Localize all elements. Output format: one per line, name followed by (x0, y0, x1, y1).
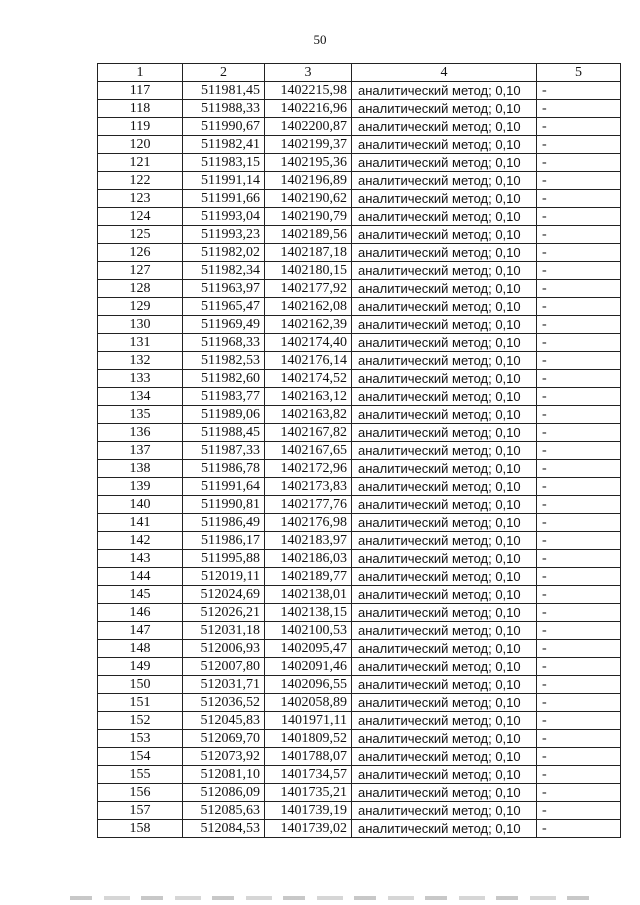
table-row (98, 172, 621, 190)
table-row (98, 316, 621, 334)
point-number-cell: 121 (98, 154, 183, 172)
note-cell: - (537, 424, 621, 442)
point-number-cell: 130 (98, 316, 183, 334)
note-cell: - (537, 100, 621, 118)
x-coordinate-cell: 512085,63 (183, 802, 265, 820)
table-row (98, 154, 621, 172)
note-cell: - (537, 586, 621, 604)
note-cell: - (537, 118, 621, 136)
y-coordinate-cell: 1402096,55 (265, 676, 352, 694)
y-coordinate-cell: 1402172,96 (265, 460, 352, 478)
y-coordinate-cell: 1402091,46 (265, 658, 352, 676)
method-accuracy-cell: аналитический метод; 0,10 (352, 82, 537, 100)
table-row (98, 640, 621, 658)
note-cell: - (537, 676, 621, 694)
note-cell: - (537, 604, 621, 622)
table-row (98, 442, 621, 460)
table-row (98, 262, 621, 280)
y-coordinate-cell: 1402189,56 (265, 226, 352, 244)
header-col-4: 4 (352, 64, 537, 82)
note-cell: - (537, 640, 621, 658)
note-cell: - (537, 820, 621, 838)
x-coordinate-cell: 512045,83 (183, 712, 265, 730)
y-coordinate-cell: 1402174,40 (265, 334, 352, 352)
method-accuracy-cell: аналитический метод; 0,10 (352, 676, 537, 694)
table-row (98, 622, 621, 640)
table-row (98, 406, 621, 424)
scan-artifact (70, 896, 590, 900)
point-number-cell: 120 (98, 136, 183, 154)
note-cell: - (537, 802, 621, 820)
y-coordinate-cell: 1402138,01 (265, 586, 352, 604)
point-number-cell: 151 (98, 694, 183, 712)
note-cell: - (537, 82, 621, 100)
table-row (98, 802, 621, 820)
note-cell: - (537, 694, 621, 712)
note-cell: - (537, 460, 621, 478)
method-accuracy-cell: аналитический метод; 0,10 (352, 154, 537, 172)
method-accuracy-cell: аналитический метод; 0,10 (352, 118, 537, 136)
x-coordinate-cell: 512073,92 (183, 748, 265, 766)
coordinates-table (97, 63, 621, 838)
method-accuracy-cell: аналитический метод; 0,10 (352, 226, 537, 244)
point-number-cell: 152 (98, 712, 183, 730)
y-coordinate-cell: 1402174,52 (265, 370, 352, 388)
y-coordinate-cell: 1402180,15 (265, 262, 352, 280)
method-accuracy-cell: аналитический метод; 0,10 (352, 766, 537, 784)
note-cell: - (537, 712, 621, 730)
point-number-cell: 153 (98, 730, 183, 748)
x-coordinate-cell: 512007,80 (183, 658, 265, 676)
point-number-cell: 135 (98, 406, 183, 424)
y-coordinate-cell: 1402058,89 (265, 694, 352, 712)
y-coordinate-cell: 1402163,12 (265, 388, 352, 406)
y-coordinate-cell: 1402167,65 (265, 442, 352, 460)
point-number-cell: 128 (98, 280, 183, 298)
y-coordinate-cell: 1402138,15 (265, 604, 352, 622)
point-number-cell: 132 (98, 352, 183, 370)
table-row (98, 568, 621, 586)
table-row (98, 280, 621, 298)
x-coordinate-cell: 511989,06 (183, 406, 265, 424)
x-coordinate-cell: 511986,49 (183, 514, 265, 532)
method-accuracy-cell: аналитический метод; 0,10 (352, 550, 537, 568)
method-accuracy-cell: аналитический метод; 0,10 (352, 730, 537, 748)
method-accuracy-cell: аналитический метод; 0,10 (352, 784, 537, 802)
method-accuracy-cell: аналитический метод; 0,10 (352, 370, 537, 388)
x-coordinate-cell: 511983,77 (183, 388, 265, 406)
y-coordinate-cell: 1402177,92 (265, 280, 352, 298)
y-coordinate-cell: 1402190,79 (265, 208, 352, 226)
table-row (98, 730, 621, 748)
x-coordinate-cell: 511990,67 (183, 118, 265, 136)
x-coordinate-cell: 512084,53 (183, 820, 265, 838)
point-number-cell: 143 (98, 550, 183, 568)
table-row (98, 586, 621, 604)
note-cell: - (537, 352, 621, 370)
x-coordinate-cell: 511988,33 (183, 100, 265, 118)
x-coordinate-cell: 511982,41 (183, 136, 265, 154)
x-coordinate-cell: 511983,15 (183, 154, 265, 172)
method-accuracy-cell: аналитический метод; 0,10 (352, 460, 537, 478)
y-coordinate-cell: 1402100,53 (265, 622, 352, 640)
y-coordinate-cell: 1402163,82 (265, 406, 352, 424)
table-row (98, 514, 621, 532)
note-cell: - (537, 730, 621, 748)
point-number-cell: 150 (98, 676, 183, 694)
method-accuracy-cell: аналитический метод; 0,10 (352, 244, 537, 262)
x-coordinate-cell: 511981,45 (183, 82, 265, 100)
x-coordinate-cell: 512031,71 (183, 676, 265, 694)
method-accuracy-cell: аналитический метод; 0,10 (352, 748, 537, 766)
y-coordinate-cell: 1402162,39 (265, 316, 352, 334)
table-row (98, 784, 621, 802)
y-coordinate-cell: 1402196,89 (265, 172, 352, 190)
table-row (98, 748, 621, 766)
method-accuracy-cell: аналитический метод; 0,10 (352, 262, 537, 280)
table-row (98, 550, 621, 568)
note-cell: - (537, 568, 621, 586)
y-coordinate-cell: 1402195,36 (265, 154, 352, 172)
y-coordinate-cell: 1402183,97 (265, 532, 352, 550)
x-coordinate-cell: 511965,47 (183, 298, 265, 316)
note-cell: - (537, 136, 621, 154)
table-row (98, 424, 621, 442)
note-cell: - (537, 190, 621, 208)
table-row (98, 370, 621, 388)
y-coordinate-cell: 1402167,82 (265, 424, 352, 442)
header-col-2: 2 (183, 64, 265, 82)
y-coordinate-cell: 1402095,47 (265, 640, 352, 658)
method-accuracy-cell: аналитический метод; 0,10 (352, 640, 537, 658)
y-coordinate-cell: 1402177,76 (265, 496, 352, 514)
table-row (98, 676, 621, 694)
x-coordinate-cell: 511963,97 (183, 280, 265, 298)
point-number-cell: 149 (98, 658, 183, 676)
note-cell: - (537, 226, 621, 244)
method-accuracy-cell: аналитический метод; 0,10 (352, 334, 537, 352)
point-number-cell: 133 (98, 370, 183, 388)
method-accuracy-cell: аналитический метод; 0,10 (352, 496, 537, 514)
table-row (98, 118, 621, 136)
table-header-row (98, 64, 621, 82)
x-coordinate-cell: 511987,33 (183, 442, 265, 460)
note-cell: - (537, 784, 621, 802)
table-row (98, 712, 621, 730)
table-row (98, 100, 621, 118)
method-accuracy-cell: аналитический метод; 0,10 (352, 586, 537, 604)
note-cell: - (537, 172, 621, 190)
table-row (98, 298, 621, 316)
method-accuracy-cell: аналитический метод; 0,10 (352, 280, 537, 298)
method-accuracy-cell: аналитический метод; 0,10 (352, 208, 537, 226)
note-cell: - (537, 208, 621, 226)
y-coordinate-cell: 1402200,87 (265, 118, 352, 136)
x-coordinate-cell: 512024,69 (183, 586, 265, 604)
point-number-cell: 144 (98, 568, 183, 586)
y-coordinate-cell: 1402215,98 (265, 82, 352, 100)
note-cell: - (537, 280, 621, 298)
note-cell: - (537, 514, 621, 532)
x-coordinate-cell: 512081,10 (183, 766, 265, 784)
x-coordinate-cell: 511995,88 (183, 550, 265, 568)
table-row (98, 352, 621, 370)
y-coordinate-cell: 1402176,98 (265, 514, 352, 532)
method-accuracy-cell: аналитический метод; 0,10 (352, 658, 537, 676)
y-coordinate-cell: 1401788,07 (265, 748, 352, 766)
note-cell: - (537, 406, 621, 424)
y-coordinate-cell: 1402199,37 (265, 136, 352, 154)
y-coordinate-cell: 1402176,14 (265, 352, 352, 370)
y-coordinate-cell: 1401809,52 (265, 730, 352, 748)
x-coordinate-cell: 512031,18 (183, 622, 265, 640)
point-number-cell: 146 (98, 604, 183, 622)
method-accuracy-cell: аналитический метод; 0,10 (352, 712, 537, 730)
method-accuracy-cell: аналитический метод; 0,10 (352, 190, 537, 208)
table-row (98, 244, 621, 262)
x-coordinate-cell: 512036,52 (183, 694, 265, 712)
point-number-cell: 141 (98, 514, 183, 532)
note-cell: - (537, 658, 621, 676)
x-coordinate-cell: 511991,14 (183, 172, 265, 190)
y-coordinate-cell: 1401739,19 (265, 802, 352, 820)
table-row (98, 460, 621, 478)
point-number-cell: 147 (98, 622, 183, 640)
table-row (98, 478, 621, 496)
table-row (98, 226, 621, 244)
note-cell: - (537, 442, 621, 460)
note-cell: - (537, 334, 621, 352)
note-cell: - (537, 388, 621, 406)
x-coordinate-cell: 511990,81 (183, 496, 265, 514)
method-accuracy-cell: аналитический метод; 0,10 (352, 172, 537, 190)
point-number-cell: 148 (98, 640, 183, 658)
table-row (98, 532, 621, 550)
point-number-cell: 139 (98, 478, 183, 496)
table-row (98, 388, 621, 406)
method-accuracy-cell: аналитический метод; 0,10 (352, 532, 537, 550)
note-cell: - (537, 154, 621, 172)
point-number-cell: 126 (98, 244, 183, 262)
point-number-cell: 157 (98, 802, 183, 820)
x-coordinate-cell: 511982,34 (183, 262, 265, 280)
table-row (98, 766, 621, 784)
y-coordinate-cell: 1402186,03 (265, 550, 352, 568)
y-coordinate-cell: 1402190,62 (265, 190, 352, 208)
method-accuracy-cell: аналитический метод; 0,10 (352, 136, 537, 154)
note-cell: - (537, 370, 621, 388)
method-accuracy-cell: аналитический метод; 0,10 (352, 298, 537, 316)
point-number-cell: 123 (98, 190, 183, 208)
point-number-cell: 154 (98, 748, 183, 766)
point-number-cell: 137 (98, 442, 183, 460)
header-col-5: 5 (537, 64, 621, 82)
point-number-cell: 134 (98, 388, 183, 406)
x-coordinate-cell: 511982,53 (183, 352, 265, 370)
note-cell: - (537, 262, 621, 280)
y-coordinate-cell: 1402162,08 (265, 298, 352, 316)
note-cell: - (537, 478, 621, 496)
header-col-1: 1 (98, 64, 183, 82)
x-coordinate-cell: 511969,49 (183, 316, 265, 334)
point-number-cell: 131 (98, 334, 183, 352)
method-accuracy-cell: аналитический метод; 0,10 (352, 442, 537, 460)
y-coordinate-cell: 1401739,02 (265, 820, 352, 838)
x-coordinate-cell: 512086,09 (183, 784, 265, 802)
page-number: 50 (313, 32, 327, 47)
method-accuracy-cell: аналитический метод; 0,10 (352, 100, 537, 118)
x-coordinate-cell: 511986,17 (183, 532, 265, 550)
method-accuracy-cell: аналитический метод; 0,10 (352, 424, 537, 442)
table-row (98, 658, 621, 676)
method-accuracy-cell: аналитический метод; 0,10 (352, 352, 537, 370)
point-number-cell: 145 (98, 586, 183, 604)
y-coordinate-cell: 1401971,11 (265, 712, 352, 730)
table-row (98, 604, 621, 622)
note-cell: - (537, 748, 621, 766)
table-row (98, 82, 621, 100)
method-accuracy-cell: аналитический метод; 0,10 (352, 316, 537, 334)
y-coordinate-cell: 1401735,21 (265, 784, 352, 802)
method-accuracy-cell: аналитический метод; 0,10 (352, 568, 537, 586)
point-number-cell: 142 (98, 532, 183, 550)
x-coordinate-cell: 511982,60 (183, 370, 265, 388)
x-coordinate-cell: 511988,45 (183, 424, 265, 442)
point-number-cell: 125 (98, 226, 183, 244)
note-cell: - (537, 622, 621, 640)
note-cell: - (537, 244, 621, 262)
point-number-cell: 129 (98, 298, 183, 316)
x-coordinate-cell: 511968,33 (183, 334, 265, 352)
note-cell: - (537, 298, 621, 316)
x-coordinate-cell: 511993,23 (183, 226, 265, 244)
y-coordinate-cell: 1402187,18 (265, 244, 352, 262)
point-number-cell: 127 (98, 262, 183, 280)
point-number-cell: 124 (98, 208, 183, 226)
note-cell: - (537, 316, 621, 334)
y-coordinate-cell: 1401734,57 (265, 766, 352, 784)
method-accuracy-cell: аналитический метод; 0,10 (352, 820, 537, 838)
method-accuracy-cell: аналитический метод; 0,10 (352, 604, 537, 622)
method-accuracy-cell: аналитический метод; 0,10 (352, 802, 537, 820)
point-number-cell: 138 (98, 460, 183, 478)
point-number-cell: 119 (98, 118, 183, 136)
method-accuracy-cell: аналитический метод; 0,10 (352, 514, 537, 532)
method-accuracy-cell: аналитический метод; 0,10 (352, 622, 537, 640)
x-coordinate-cell: 511982,02 (183, 244, 265, 262)
table-row (98, 820, 621, 838)
method-accuracy-cell: аналитический метод; 0,10 (352, 478, 537, 496)
table-row (98, 334, 621, 352)
method-accuracy-cell: аналитический метод; 0,10 (352, 388, 537, 406)
table-row (98, 136, 621, 154)
method-accuracy-cell: аналитический метод; 0,10 (352, 406, 537, 424)
table-row (98, 496, 621, 514)
note-cell: - (537, 550, 621, 568)
table-row (98, 190, 621, 208)
point-number-cell: 136 (98, 424, 183, 442)
point-number-cell: 158 (98, 820, 183, 838)
method-accuracy-cell: аналитический метод; 0,10 (352, 694, 537, 712)
x-coordinate-cell: 512019,11 (183, 568, 265, 586)
x-coordinate-cell: 512006,93 (183, 640, 265, 658)
x-coordinate-cell: 511986,78 (183, 460, 265, 478)
point-number-cell: 155 (98, 766, 183, 784)
point-number-cell: 140 (98, 496, 183, 514)
point-number-cell: 156 (98, 784, 183, 802)
note-cell: - (537, 532, 621, 550)
point-number-cell: 117 (98, 82, 183, 100)
table-row (98, 694, 621, 712)
header-col-3: 3 (265, 64, 352, 82)
y-coordinate-cell: 1402189,77 (265, 568, 352, 586)
table-row (98, 208, 621, 226)
x-coordinate-cell: 511991,64 (183, 478, 265, 496)
note-cell: - (537, 766, 621, 784)
y-coordinate-cell: 1402173,83 (265, 478, 352, 496)
x-coordinate-cell: 512026,21 (183, 604, 265, 622)
x-coordinate-cell: 511991,66 (183, 190, 265, 208)
x-coordinate-cell: 511993,04 (183, 208, 265, 226)
point-number-cell: 118 (98, 100, 183, 118)
x-coordinate-cell: 512069,70 (183, 730, 265, 748)
y-coordinate-cell: 1402216,96 (265, 100, 352, 118)
note-cell: - (537, 496, 621, 514)
point-number-cell: 122 (98, 172, 183, 190)
